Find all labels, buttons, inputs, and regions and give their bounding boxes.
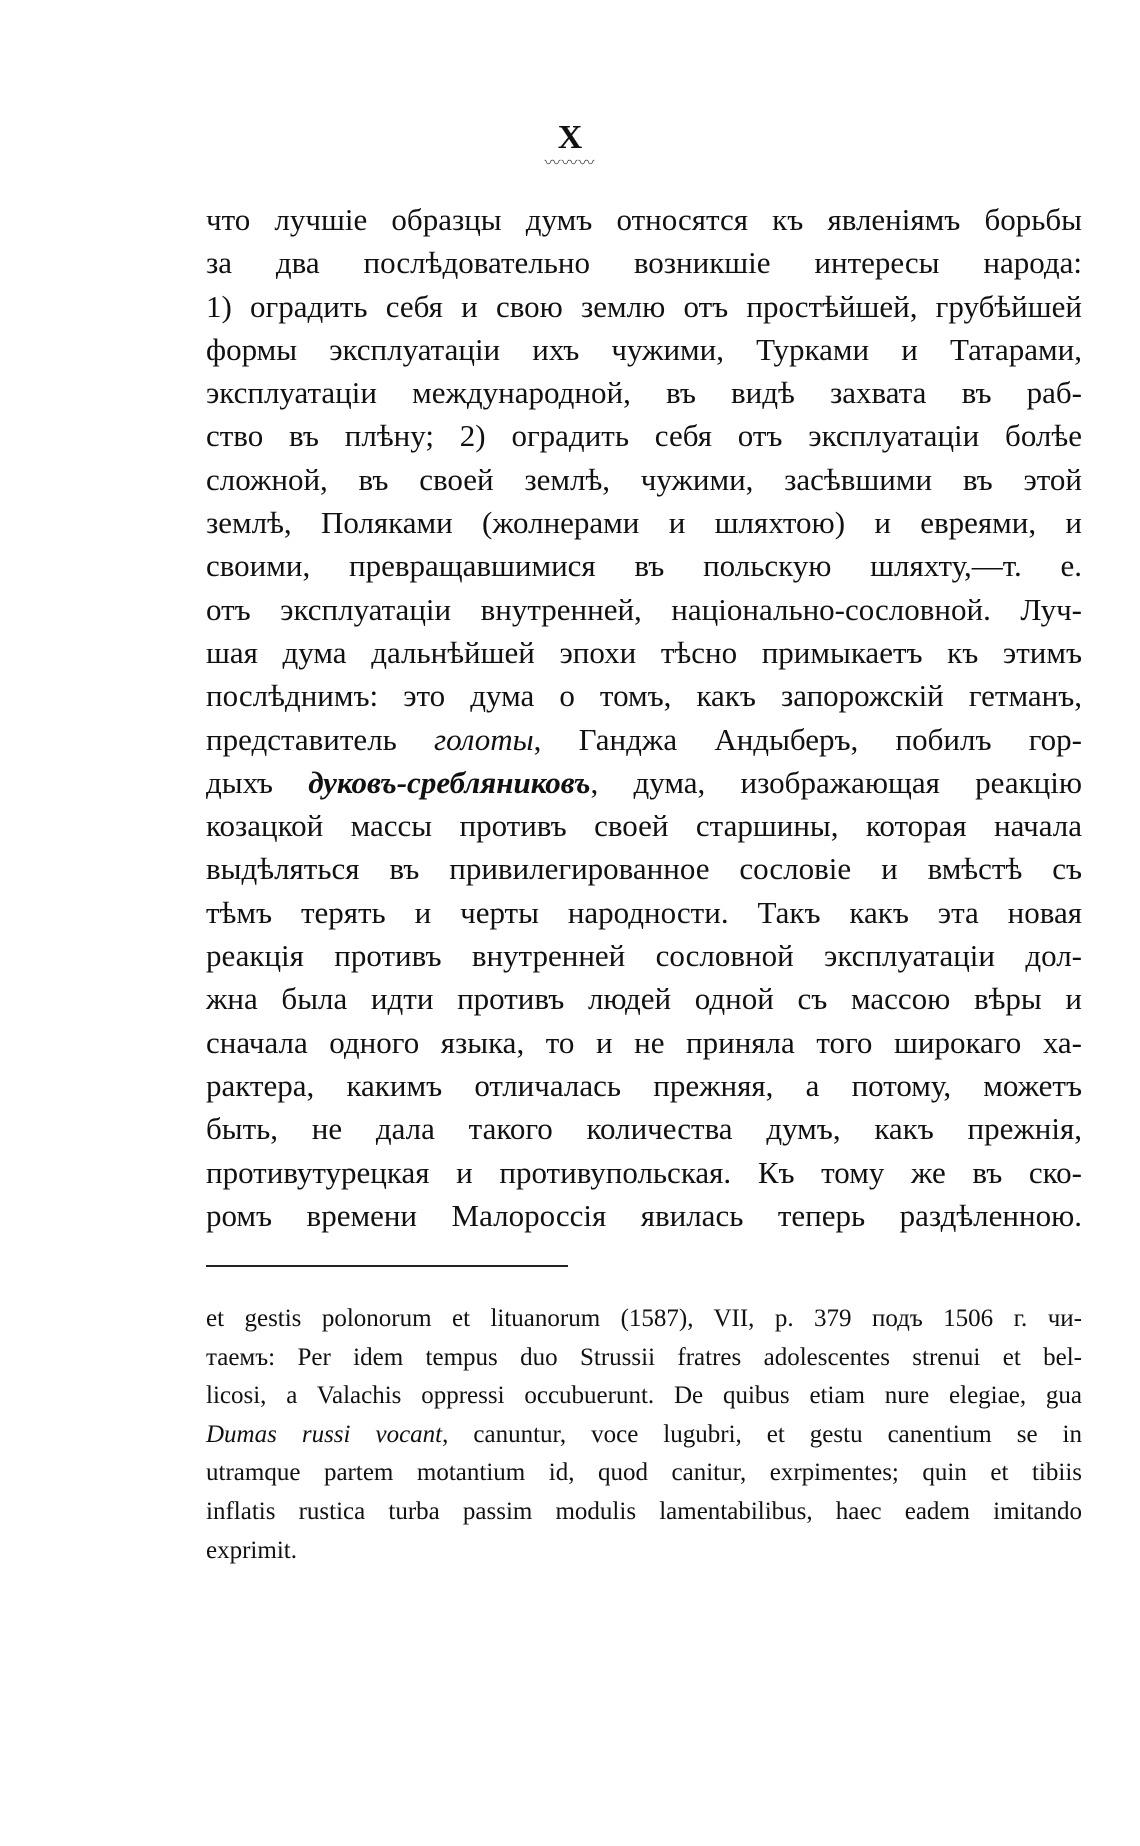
text-line: противутурецкая и противупольская. Къ тому же въ ско- <box>206 1154 1082 1190</box>
main-text <box>206 198 1082 1237</box>
text-line: своими, превращавшимися въ польскую шляхту,—т. е. <box>206 548 1082 584</box>
text-line: эксплуатаціи международной, въ видѣ захвата въ раб- <box>206 375 1082 411</box>
text-line: жна была идти противъ людей одной съ массою вѣры и <box>206 981 1082 1017</box>
text-line: ромъ времени Малороссія явилась теперь раздѣленною. <box>206 1197 1082 1233</box>
footnote <box>206 1300 1082 1570</box>
text-line: рактера, какимъ отличалась прежняя, а потому, можетъ <box>206 1067 1082 1103</box>
footnote-line <box>206 1416 1082 1455</box>
text-segment: , дума, изображающая реакцію <box>590 764 1083 800</box>
text-line: что лучшіе образцы думъ относятся къ явленіямъ борьбы <box>206 202 1082 237</box>
text-line: формы эксплуатаціи ихъ чужими, Турками и Татарами, <box>206 331 1082 367</box>
text-line <box>206 718 1082 761</box>
italic-term: голоты <box>434 721 534 757</box>
text-line: ство въ плѣну; 2) оградить себя отъ эксплуатаціи болѣе <box>206 418 1082 454</box>
footnote-line: et gestis polonorum et lituanorum (1587), VII, p. 379 подъ 1506 г. чи- <box>206 1305 1082 1332</box>
footnote-line: licosi, a Valachis oppressi occubuerunt. De quibus etiam nure elegiae, gua <box>206 1382 1082 1410</box>
text-line: 1) оградить себя и свою землю отъ простѣйшей, грубѣйшей <box>206 288 1082 324</box>
text-line: отъ эксплуатаціи внутренней, національно-сословной. Луч- <box>206 591 1082 627</box>
text-line: реакція противъ внутренней сословной эксплуатаціи дол- <box>206 938 1082 974</box>
italic-term: Dumas russi vocant <box>206 1420 443 1448</box>
text-segment: представитель <box>206 721 435 757</box>
text-line <box>206 761 1082 804</box>
text-line: козацкой массы противъ своей старшины, которая начала <box>206 808 1082 844</box>
italic-term: дуковъ-сребляниковъ <box>308 764 591 800</box>
text-line: землѣ, Поляками (жолнерами и шляхтою) и евреями, и <box>206 505 1082 541</box>
footnote-line: utramque partem motantium id, quod canitur, exrpimentes; quin et tibiis <box>206 1459 1082 1487</box>
text-line: выдѣляться въ привилегированное сословіе и вмѣстѣ съ <box>206 851 1082 887</box>
text-segment: , canuntur, voce lugubri, et gestu canentium se in <box>442 1420 1082 1448</box>
footnote-rule <box>206 1265 568 1267</box>
text-line: шая дума дальнѣйшей эпохи тѣсно примыкаетъ къ этимъ <box>206 634 1082 670</box>
page-number: X <box>557 119 583 156</box>
text-line: тѣмъ терять и черты народности. Такъ какъ эта новая <box>206 894 1082 930</box>
text-line: сложной, въ своей землѣ, чужими, засѣвшими въ этой <box>206 461 1082 497</box>
text-line: за два послѣдовательно возникшіе интересы народа: <box>206 245 1082 281</box>
footnote-line: exprimit. <box>206 1536 297 1564</box>
text-segment: дыхъ <box>206 764 309 800</box>
text-line: сначала одного языка, то и не приняла того широкаго ха- <box>206 1024 1082 1060</box>
footnote-line: inflatis rustica turba passim modulis lamentabilibus, haec eadem imitando <box>206 1497 1082 1525</box>
text-segment: , Ганджа Андыберъ, побилъ гор- <box>533 721 1082 757</box>
footnote-line: таемъ: Per idem tempus duo Strussii fratres adolescentes strenui et bel- <box>206 1343 1082 1371</box>
text-line: послѣднимъ: это дума о томъ, какъ запорожскій гетманъ, <box>206 678 1082 714</box>
text-line: быть, не дала такого количества думъ, какъ прежнія, <box>206 1111 1082 1147</box>
page-number-ornament: 〰〰〰 <box>544 155 596 172</box>
